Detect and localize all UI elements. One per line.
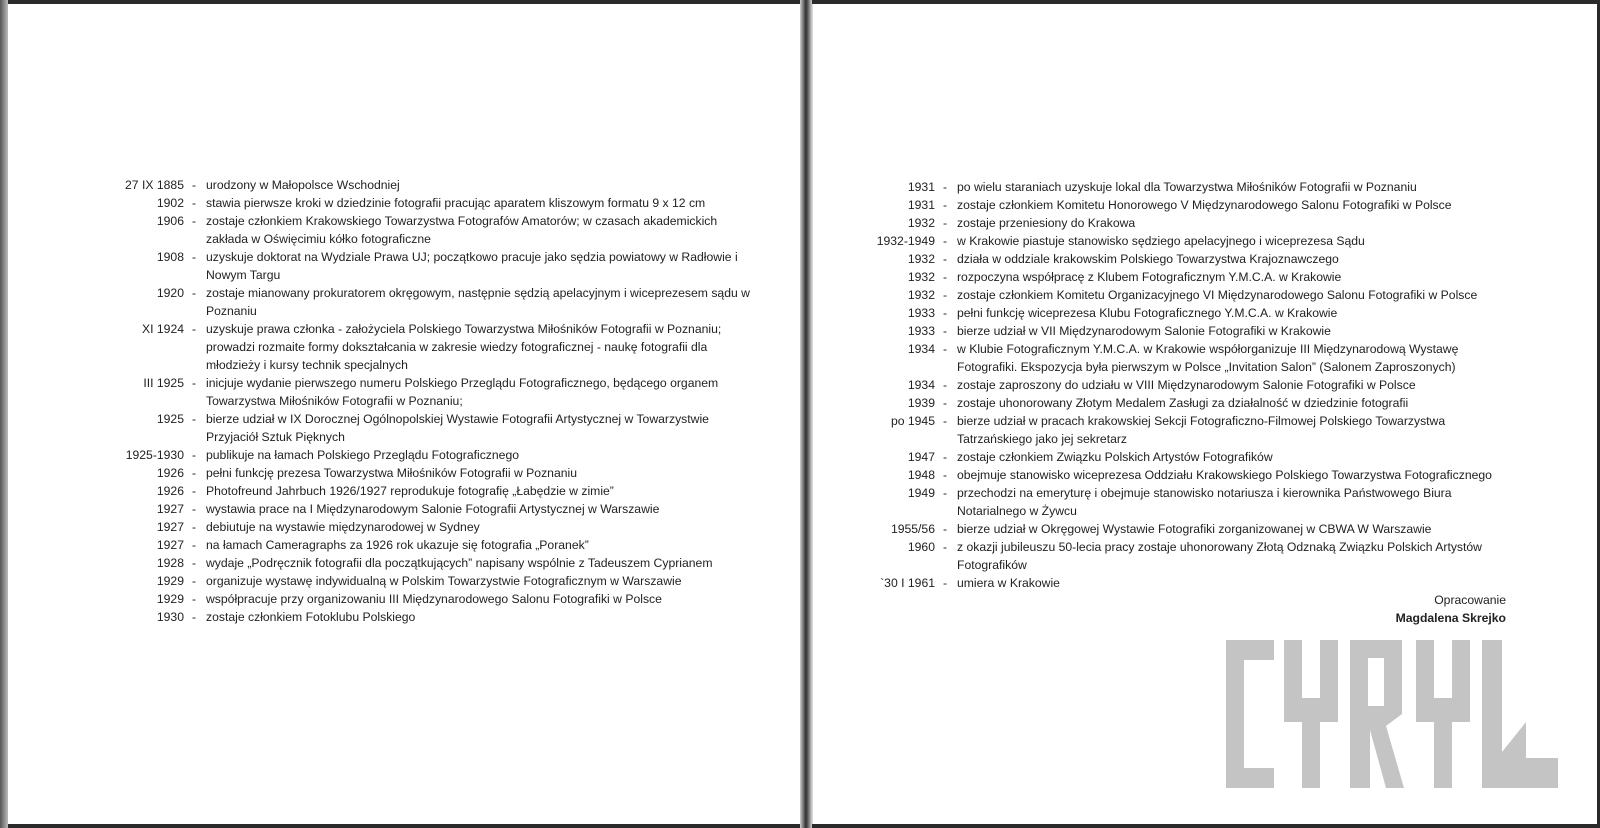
entry-dash: - xyxy=(192,466,197,480)
timeline-entry xyxy=(850,376,1510,394)
entry-dash: - xyxy=(192,196,197,210)
entry-text: przechodzi na emeryturę i obejmuje stanowisko notariusza i kierownika Państwowego Biura Notarialnego w Żywcu xyxy=(957,486,1452,518)
entry-text: bierze udział w IX Dorocznej Ogólnopolskiej Wystawie Fotografii Artystycznej w Towarzystwie Przyjaciół Sztuk Pięknych xyxy=(206,412,709,444)
timeline-entry xyxy=(112,320,752,374)
entry-dash: - xyxy=(943,324,948,338)
entry-text: w Krakowie piastuje stanowisko sędziego apelacyjnego i wiceprezesa Sądu xyxy=(957,234,1365,248)
timeline-entry xyxy=(112,608,752,626)
entry-text: stawia pierwsze kroki w dziedzinie fotografii pracując aparatem kliszowym formatu 9 x 12 cm xyxy=(206,196,706,210)
timeline-entry xyxy=(112,374,752,410)
entry-text: bierze udział w Okręgowej Wystawie Fotografiki zorganizowanej w CBWA W Warszawie xyxy=(957,522,1432,536)
entry-date: 1908 xyxy=(156,250,184,264)
timeline-entry xyxy=(850,232,1510,250)
entry-text: zostaje członkiem Krakowskiego Towarzystwa Fotografów Amatorów; w czasach akademickich zakłada w Oświęcimiu kółko fotograficzne xyxy=(206,214,718,246)
entry-dash: - xyxy=(943,576,948,590)
timeline-entry xyxy=(112,482,752,500)
timeline-entry xyxy=(112,554,752,572)
timeline-entry xyxy=(112,590,752,608)
entry-date: 1925-1930 xyxy=(125,448,184,462)
entry-dash: - xyxy=(943,180,948,194)
entry-text: bierze udział w pracach krakowskiej Sekcji Fotograficzno-Filmowej Polskiego Towarzystwa Tatrzańskiego jako jej sekretarz xyxy=(957,414,1446,446)
timeline-right xyxy=(850,178,1510,592)
timeline-entry xyxy=(850,466,1510,484)
entry-dash: - xyxy=(943,288,948,302)
timeline-entry xyxy=(112,194,752,212)
timeline-entry xyxy=(850,304,1510,322)
entry-text: zostaje członkiem Związku Polskich Artystów Fotografików xyxy=(957,450,1273,464)
entry-dash: - xyxy=(943,306,948,320)
timeline-entry xyxy=(112,572,752,590)
entry-text: zostaje członkiem Fotoklubu Polskiego xyxy=(206,610,416,624)
credit-label: Opracowanie xyxy=(1434,593,1506,607)
entry-dash: - xyxy=(192,502,197,516)
entry-date: 1928 xyxy=(156,556,184,570)
entry-text: wystawia prace na I Międzynarodowym Salonie Fotografii Artystycznej w Warszawie xyxy=(206,502,660,516)
entry-text: uzyskuje doktorat na Wydziale Prawa UJ; początkowo pracuje jako sędzia powiatowy w Radłowie i Nowym Targu xyxy=(206,250,738,282)
entry-dash: - xyxy=(943,252,948,266)
entry-text: na łamach Cameragraphs za 1926 rok ukazuje się fotografia „Poranek” xyxy=(206,538,589,552)
entry-dash: - xyxy=(943,540,948,554)
entry-date: `30 I 1961 xyxy=(880,576,935,590)
entry-text: z okazji jubileuszu 50-lecia pracy zostaje uhonorowany Złotą Odznaką Związku Polskich Artystów Fotografików xyxy=(957,540,1482,572)
entry-date: 1934 xyxy=(907,342,935,356)
entry-text: zostaje mianowany prokuratorem okręgowym, następnie sędzią apelacyjnym i wiceprezesem sądu w Poznaniu xyxy=(206,286,750,318)
entry-date: 1934 xyxy=(907,378,935,392)
entry-date: 1927 xyxy=(156,520,184,534)
book-edge xyxy=(0,0,8,828)
entry-dash: - xyxy=(192,610,197,624)
entry-dash: - xyxy=(943,396,948,410)
entry-dash: - xyxy=(943,522,948,536)
timeline-entry xyxy=(112,536,752,554)
timeline-entry xyxy=(112,464,752,482)
timeline-entry xyxy=(850,394,1510,412)
entry-date: III 1925 xyxy=(143,376,184,390)
entry-date: 1955/56 xyxy=(890,522,935,536)
timeline-entry xyxy=(850,538,1510,574)
entry-date: 1931 xyxy=(907,180,935,194)
entry-date: 1933 xyxy=(907,306,935,320)
entry-date: 1932 xyxy=(907,252,935,266)
entry-text: wydaje „Podręcznik fotografii dla początkujących” napisany wspólnie z Tadeuszem Cyprianem xyxy=(206,556,713,570)
entry-text: organizuje wystawę indywidualną w Polskim Towarzystwie Fotograficznym w Warszawie xyxy=(206,574,682,588)
entry-dash: - xyxy=(192,484,197,498)
timeline-entry xyxy=(850,268,1510,286)
credit-block xyxy=(1396,591,1506,627)
entry-dash: - xyxy=(192,178,197,192)
entry-date: 1927 xyxy=(156,538,184,552)
timeline-entry xyxy=(850,286,1510,304)
entry-date: 27 IX 1885 xyxy=(125,178,184,192)
entry-text: obejmuje stanowisko wiceprezesa Oddziału Krakowskiego Polskiego Towarzystwa Fotograficznego xyxy=(957,468,1492,482)
timeline-entry xyxy=(850,196,1510,214)
entry-date: 1925 xyxy=(156,412,184,426)
entry-text: w Klubie Fotograficznym Y.M.C.A. w Krakowie współorganizuje III Międzynarodową Wystawę Fotografiki. Ekspozycja była pierwszym w Polsce „Invitation Salon” (Salonem Zaproszonych) xyxy=(957,342,1459,374)
entry-text: zostaje przeniesiony do Krakowa xyxy=(957,216,1136,230)
entry-date: 1929 xyxy=(156,592,184,606)
timeline-entry xyxy=(850,484,1510,520)
entry-date: 1927 xyxy=(156,502,184,516)
entry-date: 1939 xyxy=(907,396,935,410)
entry-date: 1932 xyxy=(907,216,935,230)
entry-text: umiera w Krakowie xyxy=(957,576,1060,590)
entry-dash: - xyxy=(192,592,197,606)
entry-date: 1949 xyxy=(907,486,935,500)
entry-dash: - xyxy=(192,250,197,264)
entry-text: działa w oddziale krakowskim Polskiego Towarzystwa Krajoznawczego xyxy=(957,252,1339,266)
entry-date: 1947 xyxy=(907,450,935,464)
entry-dash: - xyxy=(943,342,948,356)
timeline-entry xyxy=(850,214,1510,232)
entry-text: po wielu staraniach uzyskuje lokal dla Towarzystwa Miłośników Fotografii w Poznaniu xyxy=(957,180,1417,194)
entry-date: 1932-1949 xyxy=(876,234,935,248)
entry-dash: - xyxy=(192,520,197,534)
entry-date: 1926 xyxy=(156,484,184,498)
entry-date: XI 1924 xyxy=(141,322,184,336)
entry-text: inicjuje wydanie pierwszego numeru Polskiego Przeglądu Fotograficznego, będącego organem Towarzystwa Miłośników Fotografii w Poznaniu; xyxy=(206,376,719,408)
entry-text: debiutuje na wystawie międzynarodowej w Sydney xyxy=(206,520,480,534)
entry-text: zostaje uhonorowany Złotym Medalem Zasługi za działalność w dziedzinie fotografii xyxy=(957,396,1409,410)
timeline-entry xyxy=(850,574,1510,592)
entry-dash: - xyxy=(192,448,197,462)
entry-date: 1929 xyxy=(156,574,184,588)
entry-dash: - xyxy=(192,376,197,390)
entry-date: 1930 xyxy=(156,610,184,624)
entry-date: 1933 xyxy=(907,324,935,338)
timeline-entry xyxy=(850,178,1510,196)
timeline-entry xyxy=(112,284,752,320)
timeline-entry xyxy=(112,176,752,194)
entry-date: po 1945 xyxy=(890,414,935,428)
entry-dash: - xyxy=(192,556,197,570)
entry-text: zostaje członkiem Komitetu Honorowego V Międzynarodowego Salonu Fotografiki w Polsce xyxy=(957,198,1452,212)
entry-date: 1926 xyxy=(156,466,184,480)
entry-text: uzyskuje prawa członka - założyciela Polskiego Towarzystwa Miłośników Fotografii w Poznaniu; prowadzi rozmaite formy dokształcania w zakresie wiedzy fotograficznej - naukę fotografii dla młodzieży i kursy technik specjalnych xyxy=(206,322,722,372)
entry-dash: - xyxy=(943,234,948,248)
entry-dash: - xyxy=(192,538,197,552)
entry-dash: - xyxy=(943,486,948,500)
timeline-entry xyxy=(112,212,752,248)
entry-date: 1906 xyxy=(156,214,184,228)
entry-dash: - xyxy=(943,216,948,230)
entry-dash: - xyxy=(192,286,197,300)
entry-text: publikuje na łamach Polskiego Przeglądu Fotograficznego xyxy=(206,448,520,462)
timeline-entry xyxy=(850,322,1510,340)
timeline-entry xyxy=(112,446,752,464)
timeline-entry xyxy=(850,448,1510,466)
entry-text: pełni funkcję prezesa Towarzystwa Miłośników Fotografii w Poznaniu xyxy=(206,466,577,480)
entry-dash: - xyxy=(192,214,197,228)
timeline-entry xyxy=(112,518,752,536)
timeline-entry xyxy=(112,500,752,518)
entry-text: pełni funkcję wiceprezesa Klubu Fotograficznego Y.M.C.A. w Krakowie xyxy=(957,306,1338,320)
entry-date: 1920 xyxy=(156,286,184,300)
entry-text: współpracuje przy organizowaniu III Międzynarodowego Salonu Fotografiki w Polsce xyxy=(206,592,662,606)
entry-dash: - xyxy=(943,198,948,212)
entry-text: zostaje członkiem Komitetu Organizacyjnego VI Międzynarodowego Salonu Fotografiki w Polsce xyxy=(957,288,1478,302)
timeline-left xyxy=(112,176,752,626)
entry-text: rozpoczyna współpracę z Klubem Fotograficznym Y.M.C.A. w Krakowie xyxy=(957,270,1342,284)
entry-text: zostaje zaproszony do udziału w VIII Międzynarodowym Salonie Fotografiki w Polsce xyxy=(957,378,1416,392)
timeline-entry xyxy=(112,410,752,446)
entry-dash: - xyxy=(943,414,948,428)
entry-date: 1931 xyxy=(907,198,935,212)
entry-text: Photofreund Jahrbuch 1926/1927 reprodukuje fotografię „Łabędzie w zimie” xyxy=(206,484,614,498)
timeline-entry xyxy=(850,340,1510,376)
entry-dash: - xyxy=(943,468,948,482)
entry-date: 1902 xyxy=(156,196,184,210)
entry-date: 1932 xyxy=(907,288,935,302)
entry-dash: - xyxy=(192,574,197,588)
book-spine xyxy=(800,0,812,828)
entry-dash: - xyxy=(192,412,197,426)
entry-text: urodzony w Małopolsce Wschodniej xyxy=(206,178,400,192)
credit-name: Magdalena Skrejko xyxy=(1395,611,1506,625)
timeline-entry xyxy=(112,248,752,284)
timeline-entry xyxy=(850,520,1510,538)
entry-date: 1948 xyxy=(907,468,935,482)
entry-dash: - xyxy=(943,270,948,284)
timeline-entry xyxy=(850,250,1510,268)
entry-dash: - xyxy=(943,450,948,464)
entry-dash: - xyxy=(192,322,197,336)
entry-text: bierze udział w VII Międzynarodowym Salonie Fotografiki w Krakowie xyxy=(957,324,1331,338)
timeline-entry xyxy=(850,412,1510,448)
cyryl-watermark-logo xyxy=(1226,640,1558,788)
entry-date: 1932 xyxy=(907,270,935,284)
entry-date: 1960 xyxy=(907,540,935,554)
entry-dash: - xyxy=(943,378,948,392)
